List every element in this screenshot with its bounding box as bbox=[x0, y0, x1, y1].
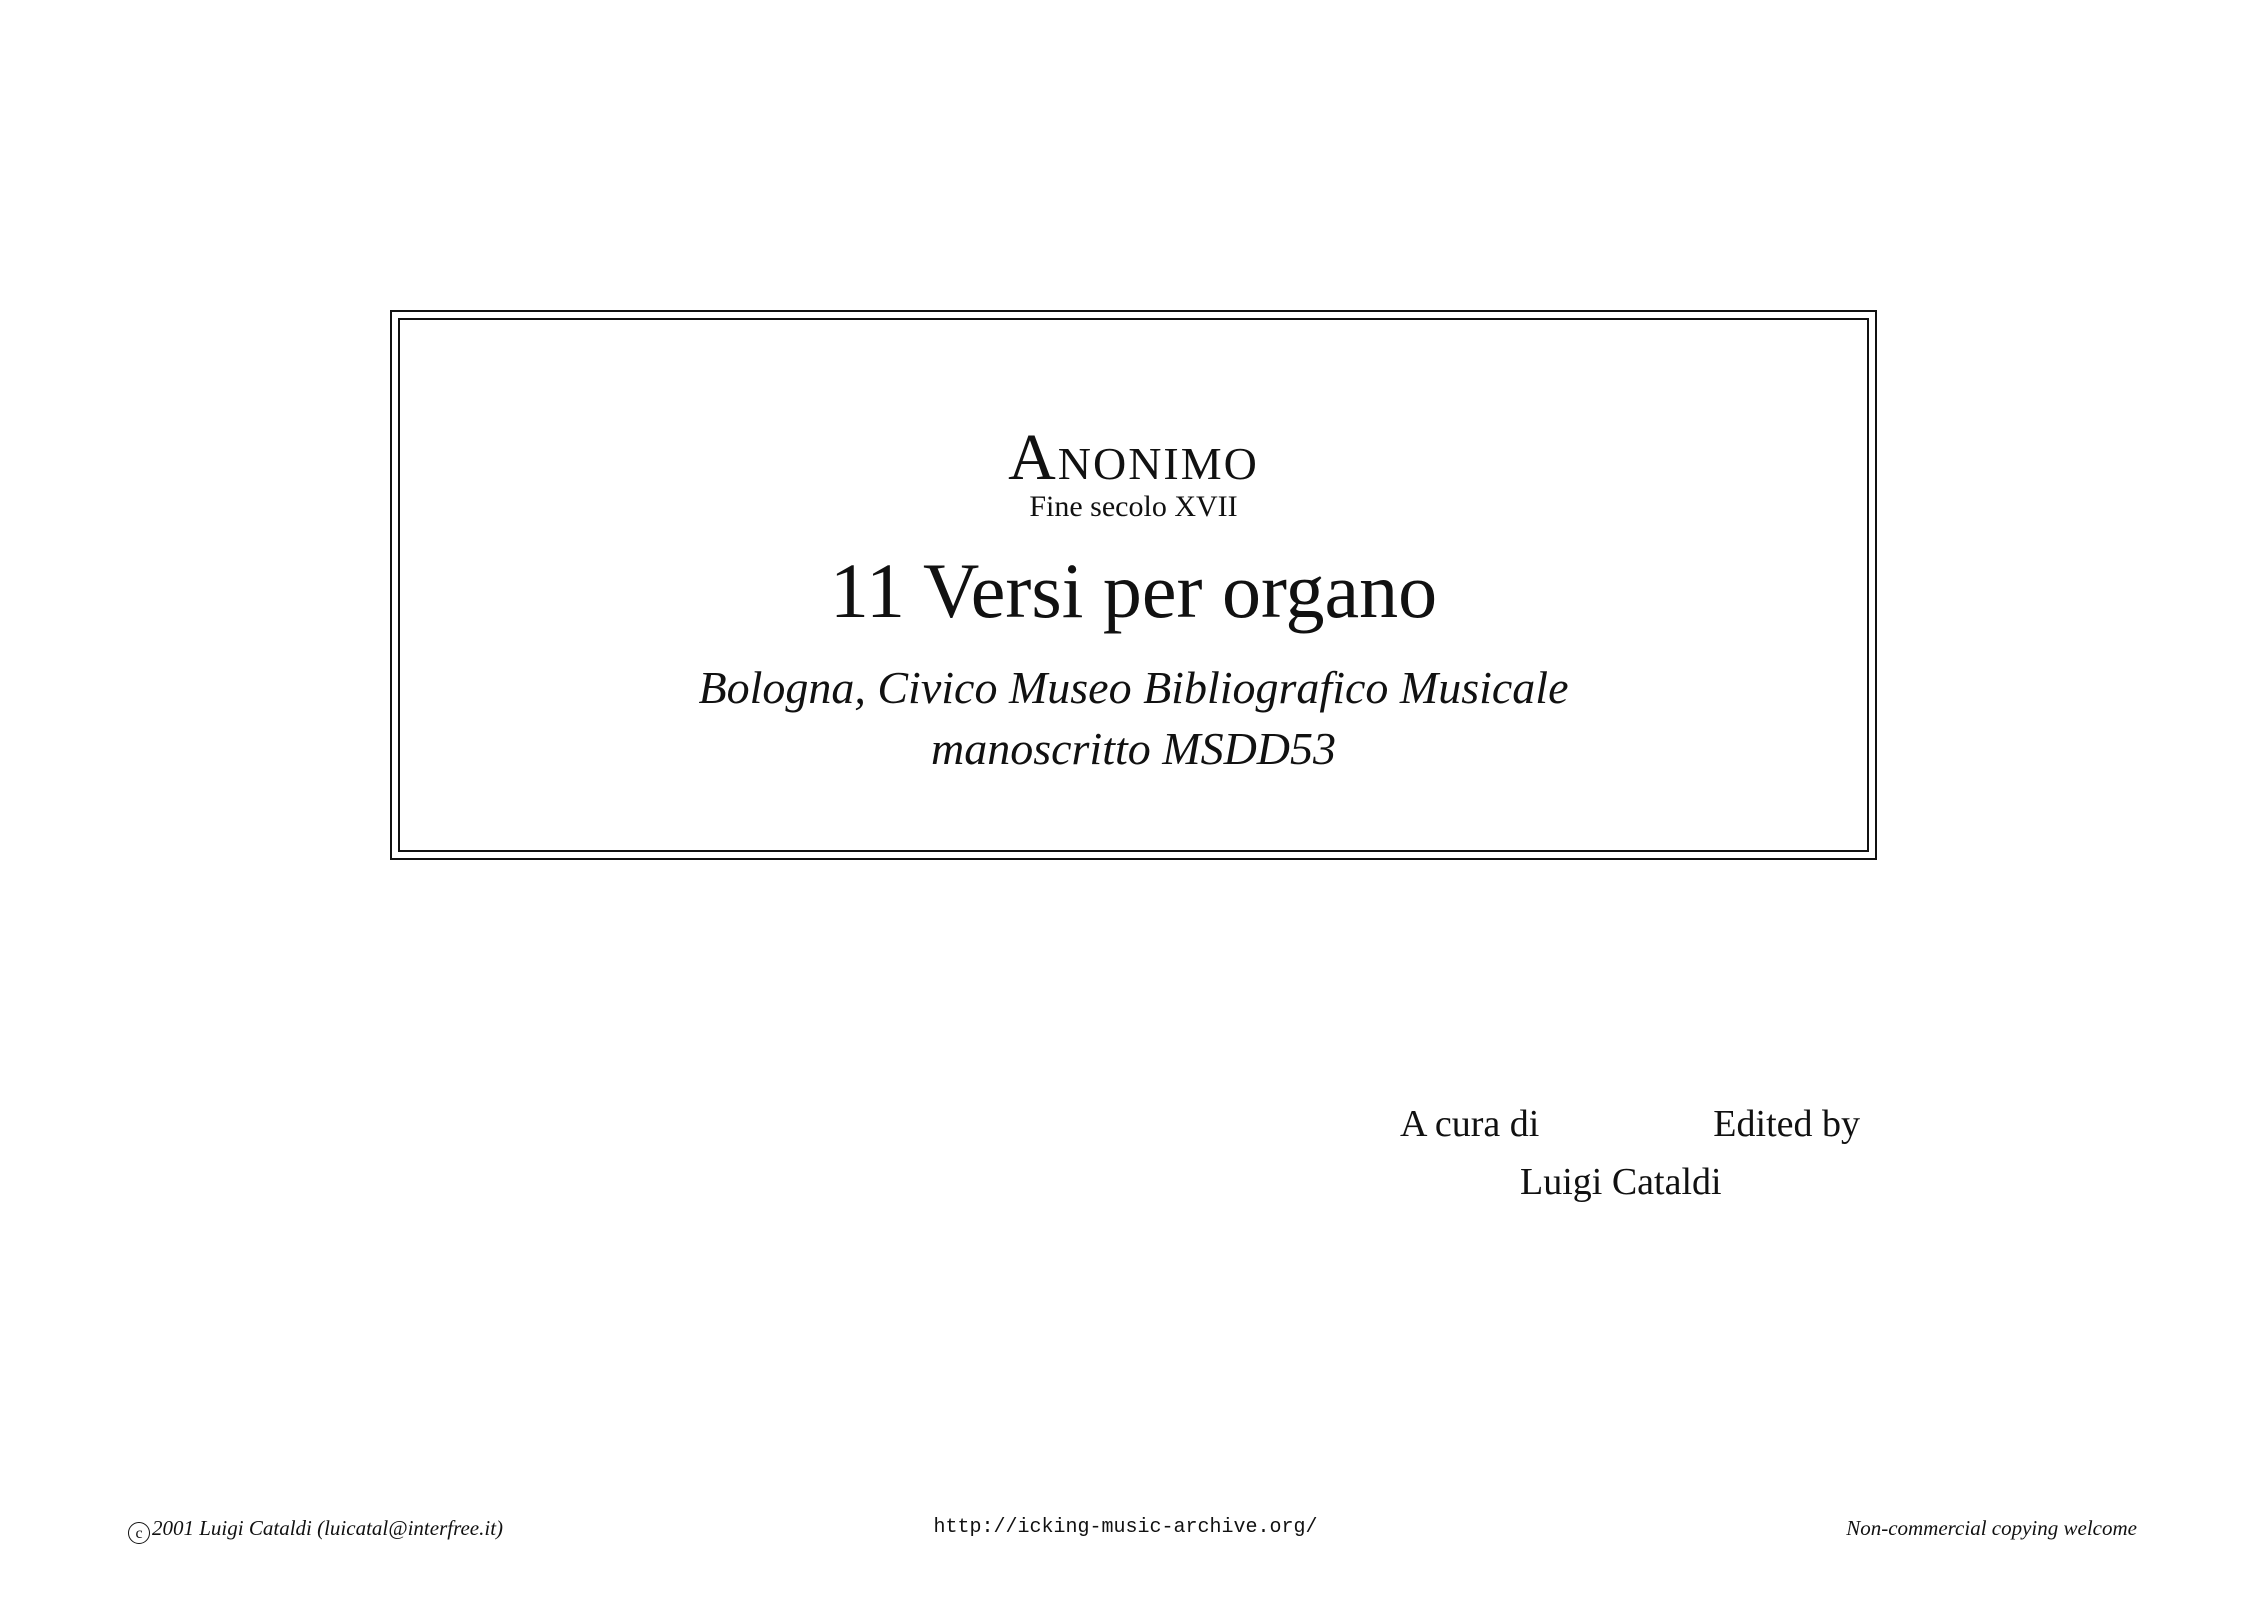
editor-label-italian: A cura di bbox=[1400, 1103, 1540, 1145]
source-library: Bologna, Civico Museo Bibliografico Musicale bbox=[698, 662, 1569, 713]
footer-license: Non-commercial copying welcome bbox=[1846, 1516, 2137, 1540]
copyright-icon: c bbox=[128, 1522, 150, 1544]
editor-block bbox=[1400, 1105, 1870, 1215]
copyright-text: 2001 Luigi Cataldi (luicatal@interfree.it) bbox=[152, 1516, 504, 1540]
footer-url[interactable]: http://icking-music-archive.org/ bbox=[933, 1516, 1318, 1539]
composer-period: Fine secolo XVII bbox=[1029, 490, 1238, 523]
source-manuscript: manoscritto MSDD53 bbox=[930, 723, 1337, 774]
work-title: 11 Versi per organo bbox=[829, 547, 1438, 634]
composer-name: Anonimo bbox=[1008, 421, 1259, 494]
editor-name: Luigi Cataldi bbox=[1520, 1161, 1722, 1203]
editor-label-english: Edited by bbox=[1713, 1103, 1860, 1145]
